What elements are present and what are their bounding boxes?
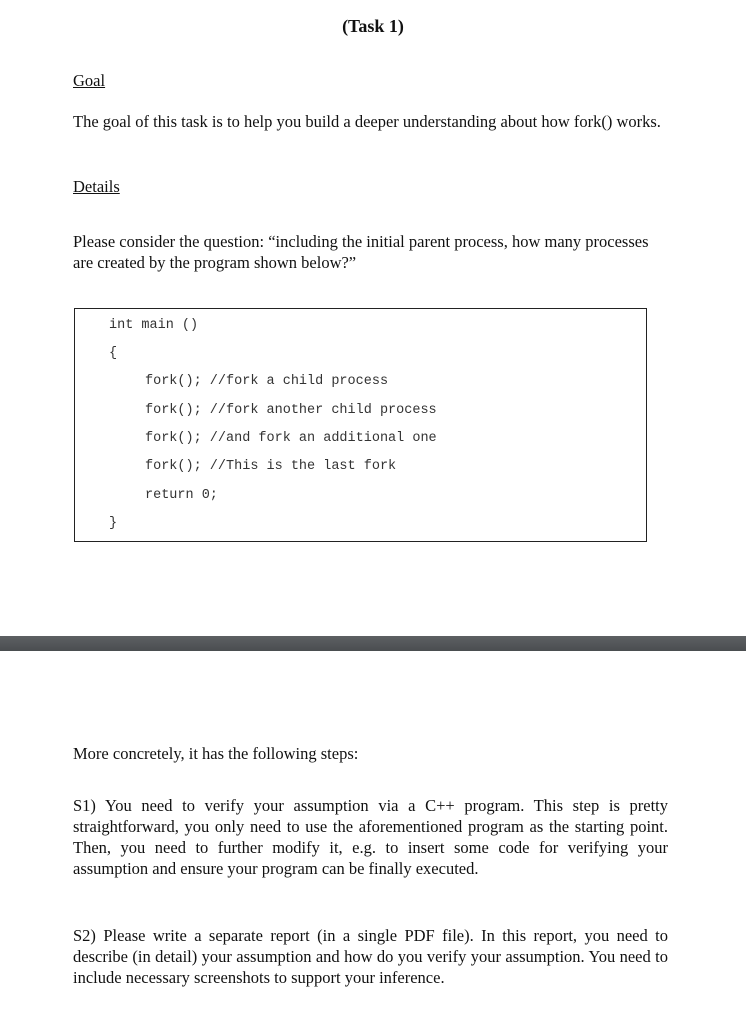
step-s1-paragraph: S1) You need to verify your assumption via a C++ program. This step is pretty straightforward, you only need to use the aforementioned program as the starting point. Then, you need to further modify it, e.g. to insert some code for verifying your assumption and ensure your program can be finally executed. — [73, 796, 668, 878]
code-block — [74, 308, 647, 542]
step-s2-paragraph: S2) Please write a separate report (in a single PDF file). In this report, you need to describe (in detail) your assumption and how do you verify your assumption. You need to include necessary screenshots to support your inference. — [73, 926, 668, 987]
code-line: fork(); //fork a child process — [145, 374, 389, 389]
goal-heading: Goal — [73, 71, 106, 90]
code-line: fork(); //and fork an additional one — [145, 431, 437, 446]
code-line: int main () — [109, 318, 199, 333]
task-title: (Task 1) — [342, 16, 404, 36]
question-paragraph: Please consider the question: “including the initial parent process, how many processes are created by the program shown below?” — [73, 232, 649, 272]
code-line: } — [109, 516, 118, 531]
code-line: fork(); //This is the last fork — [145, 459, 397, 474]
steps-intro: More concretely, it has the following steps: — [73, 744, 359, 763]
page-divider — [0, 636, 746, 651]
goal-paragraph: The goal of this task is to help you build a deeper understanding about how fork() works. — [73, 112, 661, 131]
document-page-2 — [0, 651, 746, 1024]
code-line: fork(); //fork another child process — [145, 403, 437, 418]
details-heading: Details — [73, 177, 120, 196]
code-line: return 0; — [145, 488, 218, 503]
code-line: { — [109, 346, 118, 361]
